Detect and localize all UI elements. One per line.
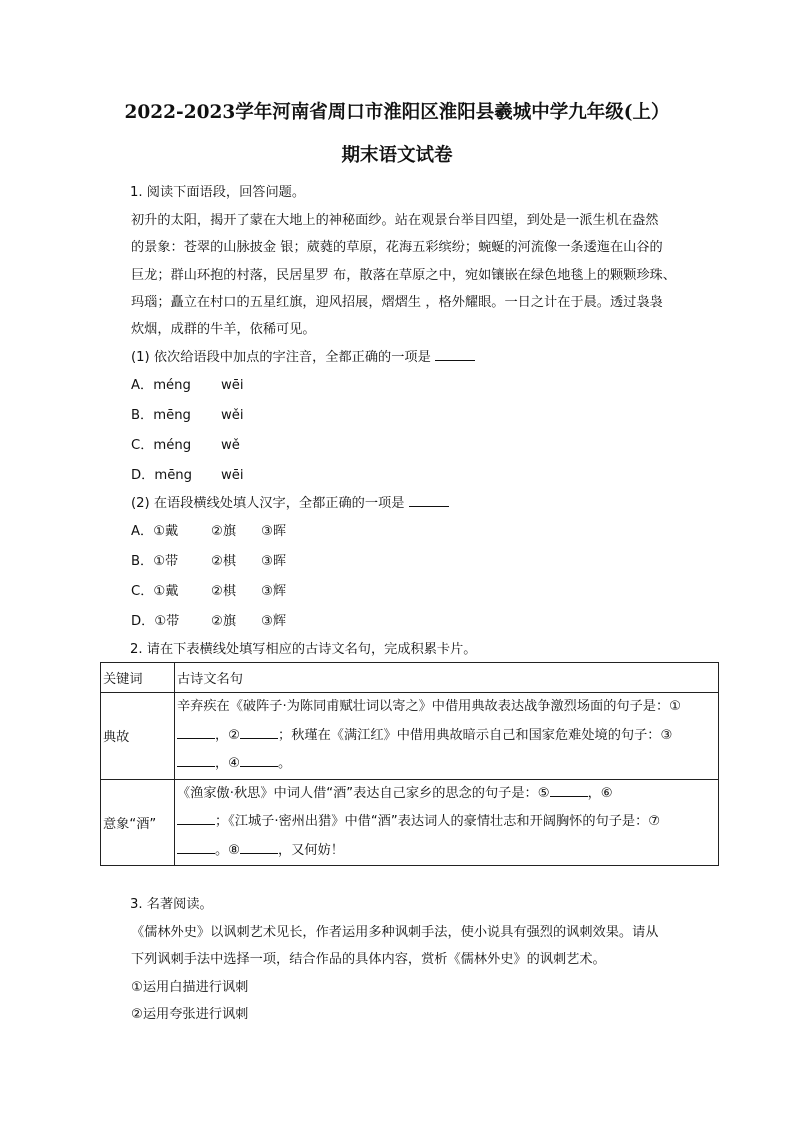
row-content-allusion: 辛弃疾在《破阵子·为陈同甫赋壮词以寄之》中借用典故表达战争激烈场面的句子是：① ，② ；秋瑾在《满江红》中借用典故暗示自己和国家危难处境的句子：③ ，④ 。 [175,693,719,780]
row-key-allusion: 典故 [101,693,175,780]
q3-heading: 3. 名著阅读。 [130,897,213,912]
q1-sub2-question: (2) 在语段横线处填人汉字，全都正确的一项是 [131,492,449,511]
answer-blank-8[interactable] [240,841,278,854]
title-line-2: 期末语文试卷 [341,145,453,166]
q1-passage-line: 玛瑙；矗立在村口的五星红旗，迎风招展，熠熠生 ，格外耀眼。一日之计在于晨。透过袅袅 [131,295,663,310]
q1-passage-line: 的景象：苍翠的山脉披金 银；葳蕤的草原，花海五彩缤纷；蜿蜒的河流像一条逶迤在山谷的 [131,240,663,255]
q3-option-line: ①运用白描进行讽刺 [131,980,249,995]
q1-sub1-question: (1) 依次给语段中加点的字注音，全都正确的一项是 [131,346,475,365]
answer-blank-2[interactable] [240,726,278,739]
row-content-wine: 《渔家傲·秋思》中词人借“酒”表达自己家乡的思念的句子是：⑤ ，⑥ ；《江城子·密州出猎》中借“酒”表达词人的豪情壮志和开阔胸怀的句子是：⑦ 。⑧ ，又何妨！ [175,779,719,866]
option-a[interactable]: A．méng wēi [131,378,244,393]
title-line-1: 2022-2023学年河南省周口市淮阳区淮阳县羲城中学九年级(上） [124,102,670,123]
q1-passage-line: 炊烟，成群的牛羊，依稀可见。 [131,322,316,337]
answer-blank[interactable] [409,494,449,507]
option-c[interactable]: C．méng wě [131,438,240,453]
option-a[interactable]: A．①戴 ②旗 ③晖 [131,524,287,539]
accumulation-card-table [100,662,719,866]
option-c[interactable]: C．①戴 ②棋 ③辉 [131,584,287,599]
answer-blank-3[interactable] [177,754,215,767]
q3-text-line: 下列讽刺手法中选择一项，结合作品的具体内容，赏析《儒林外史》的讽刺艺术。 [131,952,606,967]
q1-passage-line: 巨龙；群山环抱的村落，民居星罗 布，散落在草原之中，宛如镶嵌在绿色地毯上的颗颗珍珠、 [131,268,676,283]
q3-text-line: 《儒林外史》以讽刺艺术见长，作者运用多种讽刺手法，使小说具有强烈的讽刺效果。请从 [131,925,659,940]
option-d[interactable]: D．mēng wēi [131,468,244,483]
q2-heading: 2. 请在下表横线处填写相应的古诗文名句，完成积累卡片。 [130,642,477,657]
answer-blank[interactable] [435,348,475,361]
q1-passage-line: 初升的太阳，揭开了蒙在大地上的神秘面纱。站在观景台举目四望，到处是一派生机在盎然 [131,213,659,228]
answer-blank-6[interactable] [177,812,215,825]
option-b[interactable]: B．①带 ②棋 ③晖 [131,554,287,569]
answer-blank-7[interactable] [177,841,215,854]
q3-option-line: ②运用夸张进行讽刺 [131,1007,249,1022]
table-header-keyword: 关键词 [101,663,175,693]
option-b[interactable]: B．mēng wěi [131,408,244,423]
row-key-wine: 意象“酒” [101,779,175,866]
answer-blank-5[interactable] [550,784,588,797]
option-d[interactable]: D．①带 ②旗 ③辉 [131,614,287,629]
q1-heading: 1. 阅读下面语段，回答问题。 [130,185,306,200]
table-header-poems: 古诗文名句 [175,663,719,693]
answer-blank-1[interactable] [177,726,215,739]
answer-blank-4[interactable] [240,754,278,767]
